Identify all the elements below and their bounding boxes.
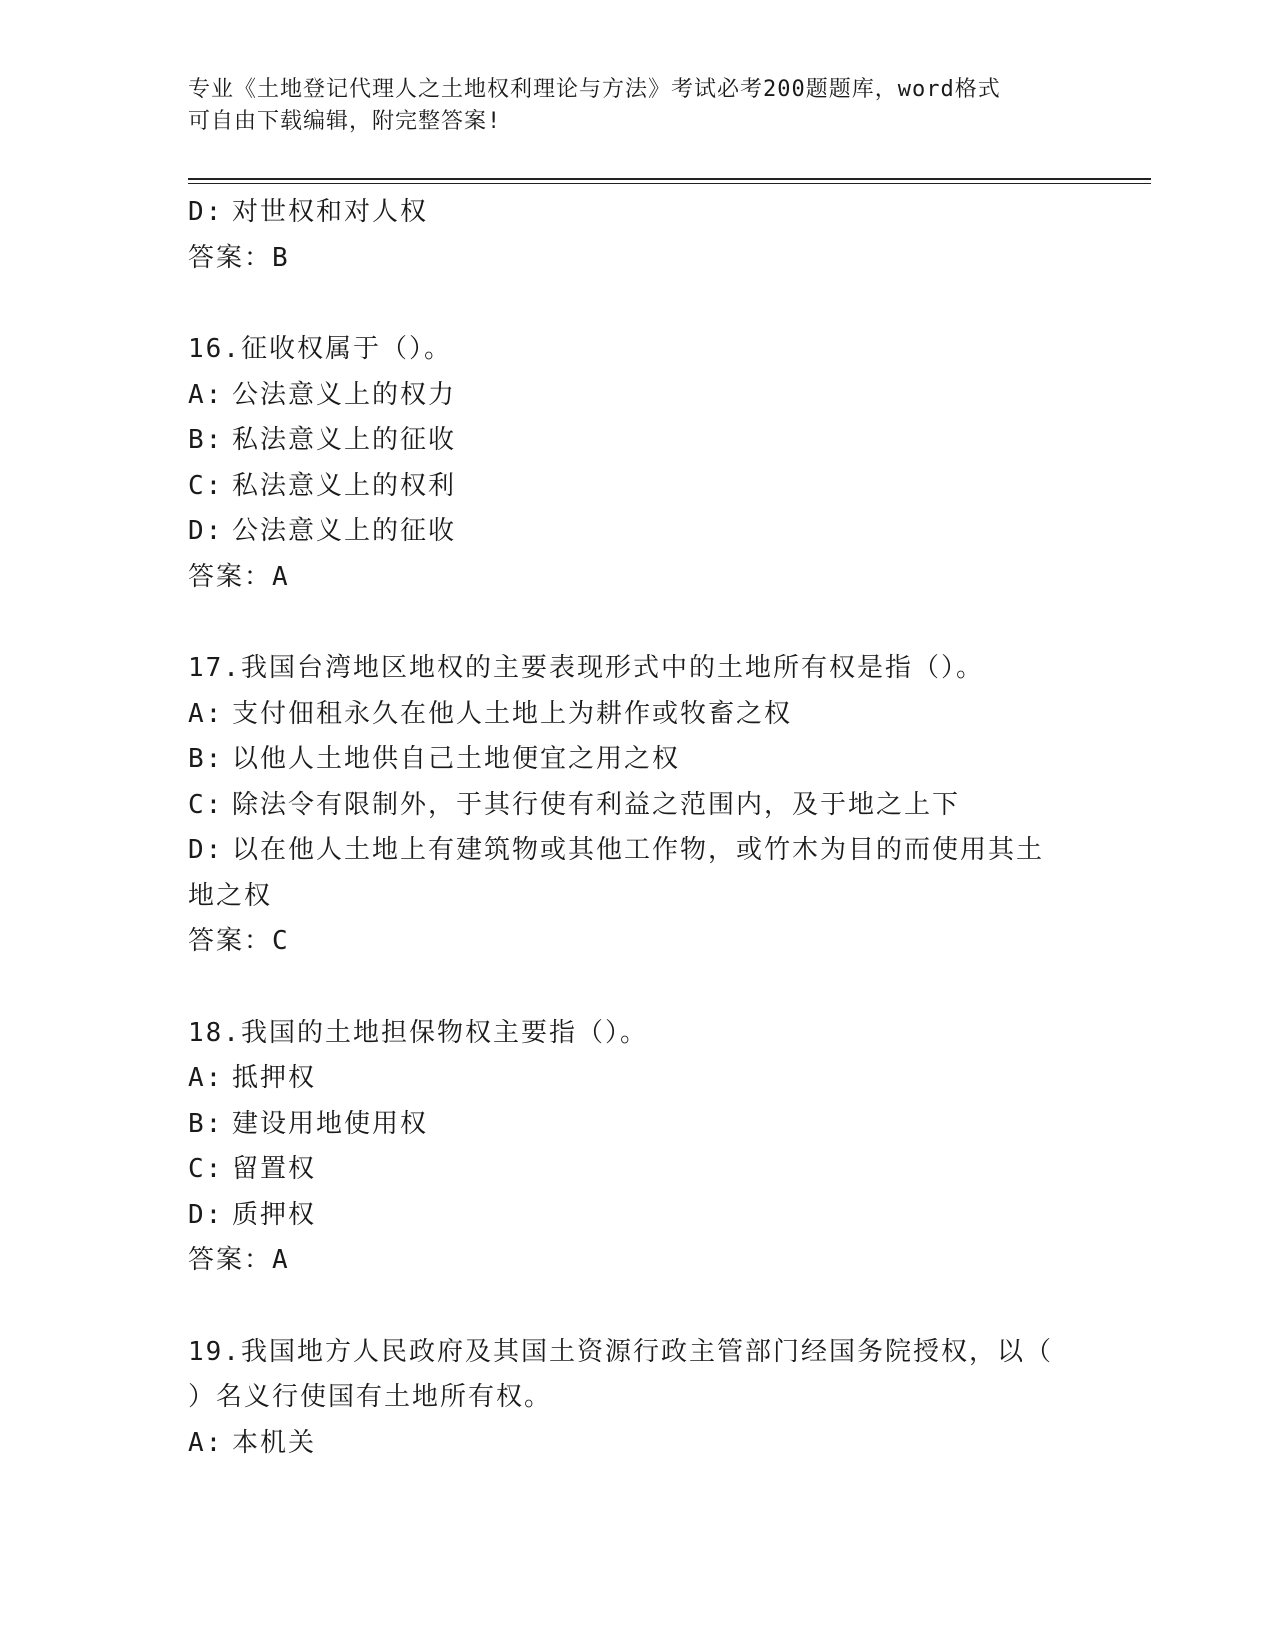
answer-label: 答案： — [188, 926, 273, 956]
option-b — [188, 737, 1088, 783]
answer-value: B — [272, 242, 290, 273]
option-text: 私法意义上的权利 — [232, 470, 457, 501]
answer-line — [188, 919, 1088, 965]
option-d — [188, 828, 1088, 874]
option-d — [188, 509, 1088, 555]
answer-label: 答案： — [188, 1245, 273, 1275]
answer-line — [188, 236, 1088, 282]
option-letter: B: — [188, 744, 224, 774]
option-a — [188, 373, 1088, 419]
option-text: 以在他人土地上有建筑物或其他工作物，或竹木为目的而使用其土 — [232, 835, 1045, 865]
option-letter: B: — [188, 425, 224, 455]
option-letter: D: — [188, 835, 224, 865]
option-text: 除法令有限制外，于其行使有利益之范围内，及于地之上下 — [232, 789, 961, 820]
option-letter: A: — [188, 379, 224, 410]
option-d — [188, 190, 1088, 236]
option-text: 质押权 — [232, 1199, 317, 1230]
option-text: 本机关 — [232, 1427, 317, 1458]
option-d — [188, 1193, 1088, 1239]
option-text: 留置权 — [232, 1154, 317, 1184]
question-stem-continued: ）名义行使国有土地所有权。 — [188, 1382, 553, 1412]
page-header — [188, 74, 1068, 138]
answer-value: A — [272, 561, 290, 592]
option-letter: D: — [188, 516, 224, 546]
option-c — [188, 464, 1088, 510]
option-text: 建设用地使用权 — [232, 1108, 429, 1139]
option-a — [188, 692, 1088, 738]
option-a — [188, 1056, 1088, 1102]
option-letter: A: — [188, 1427, 224, 1458]
answer-value: C — [272, 926, 290, 956]
option-letter: A: — [188, 698, 224, 729]
answer-value: A — [272, 1245, 290, 1275]
option-letter: C: — [188, 470, 224, 501]
header-line-2: 可自由下载编辑，附完整答案! — [188, 109, 502, 134]
option-letter: D: — [188, 197, 224, 227]
answer-label: 答案： — [188, 561, 273, 592]
header-rule-thick — [188, 178, 1151, 180]
option-b — [188, 1102, 1088, 1148]
option-text: 抵押权 — [232, 1063, 317, 1093]
question-stem: 16.征收权属于（）。 — [188, 334, 452, 364]
option-c — [188, 783, 1088, 829]
option-letter: B: — [188, 1108, 224, 1139]
spacer — [188, 965, 1088, 1011]
option-text: 公法意义上的权力 — [232, 379, 457, 410]
question-stem: 17.我国台湾地区地权的主要表现形式中的土地所有权是指（）。 — [188, 653, 984, 683]
option-letter: C: — [188, 1154, 224, 1184]
header-line-1: 专业《土地登记代理人之土地权利理论与方法》考试必考200题题库，word格式 — [188, 77, 1001, 102]
option-letter: D: — [188, 1199, 224, 1230]
option-a — [188, 1421, 1088, 1467]
option-text: 对世权和对人权 — [232, 197, 429, 227]
header-rule-thin — [188, 183, 1151, 184]
option-text: 以他人土地供自己土地便宜之用之权 — [232, 744, 681, 774]
option-b — [188, 418, 1088, 464]
answer-line — [188, 555, 1088, 601]
option-d-continued: 地之权 — [188, 880, 273, 911]
question-content — [188, 190, 1088, 1466]
answer-line — [188, 1238, 1088, 1284]
option-text: 公法意义上的征收 — [232, 516, 457, 546]
option-c — [188, 1147, 1088, 1193]
option-letter: C: — [188, 789, 224, 820]
answer-label: 答案： — [188, 242, 273, 273]
question-stem: 19.我国地方人民政府及其国土资源行政主管部门经国务院授权，以（ — [188, 1336, 1053, 1367]
spacer — [188, 600, 1088, 646]
spacer — [188, 1284, 1088, 1330]
question-stem: 18.我国的土地担保物权主要指（）。 — [188, 1017, 648, 1048]
option-text: 私法意义上的征收 — [232, 425, 457, 455]
option-text: 支付佃租永久在他人土地上为耕作或牧畜之权 — [232, 698, 793, 729]
option-letter: A: — [188, 1063, 224, 1093]
spacer — [188, 281, 1088, 327]
